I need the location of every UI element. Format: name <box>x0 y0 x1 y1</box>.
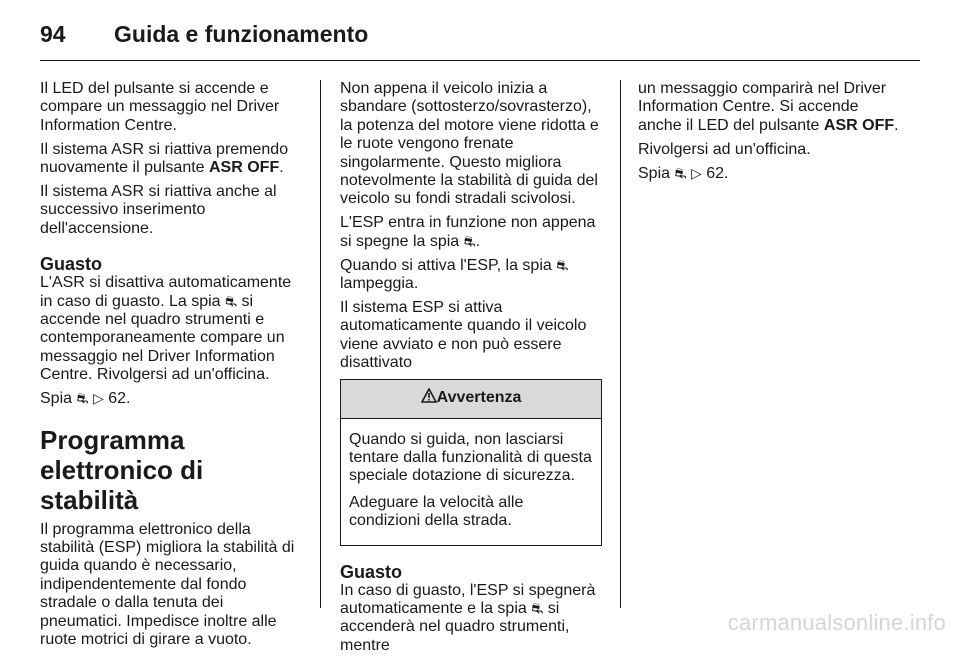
page-reference-arrow-icon: ▷ <box>691 165 702 182</box>
watermark: carmanualsonline.info <box>727 610 946 635</box>
warning-box-body <box>341 419 601 545</box>
paragraph <box>638 80 900 135</box>
text: si accende nel quadro strumenti e contemporaneamente compare un messaggio nel Driver Information Centre. Rivolgersi ad un'officina. <box>40 292 285 384</box>
warning-lamp-reference <box>638 165 900 183</box>
esp-warning-lamp-icon: ⛐ <box>76 391 89 408</box>
paragraph: Il sistema ASR si riattiva anche al successivo inserimento dell'accensione. <box>40 183 277 237</box>
paragraph: Il programma elettronico della stabilità (ESP) migliora la stabilità di guida quando è necessario, indipendentemente dal fondo stradale o dalla tenuta dei pneumatici. Impedisce inoltre alle ruote motrici di girare a vuoto. <box>40 520 295 649</box>
warning-title: Avvertenza <box>436 389 522 407</box>
paragraph <box>40 274 302 384</box>
esp-warning-lamp-icon: ⛐ <box>674 165 687 182</box>
header-rule <box>40 60 920 61</box>
text: un messaggio comparirà nel Driver Information Centre. Si accende anche il LED del pulsante <box>638 80 887 134</box>
asr-off-label: ASR OFF <box>823 116 895 134</box>
column-middle <box>340 80 602 661</box>
esp-warning-lamp-icon: ⛐ <box>556 257 569 274</box>
column-right <box>638 80 900 189</box>
paragraph: Il sistema ESP si attiva automaticamente quando il veicolo viene avviato e non può essere disattivato <box>340 298 587 372</box>
page-reference: 62. <box>103 390 131 408</box>
text: In caso di guasto, l'ESP si spegnerà automaticamente e la spia <box>340 581 596 618</box>
paragraph <box>340 257 602 294</box>
text: . <box>279 159 284 177</box>
esp-warning-lamp-icon: ⛐ <box>225 293 238 310</box>
section-heading-fault: Guasto <box>40 254 103 275</box>
esp-warning-lamp-icon: ⛐ <box>531 601 544 618</box>
page-title: Guida e funzionamento <box>114 20 369 47</box>
text: Spia <box>40 390 77 408</box>
paragraph <box>40 141 302 178</box>
warning-box-header <box>341 380 601 419</box>
paragraph: Adeguare la velocità alle condizioni della strada. <box>349 493 524 530</box>
asr-off-label: ASR OFF <box>209 159 280 177</box>
page-number: 94 <box>40 20 66 47</box>
text: Spia <box>638 164 675 182</box>
esp-warning-lamp-icon: ⛐ <box>463 233 476 250</box>
page-reference-arrow-icon: ▷ <box>93 391 104 408</box>
text: Quando si attiva l'ESP, la spia <box>340 256 557 274</box>
column-left <box>40 80 302 655</box>
column-divider <box>620 80 621 608</box>
text: lampeggia. <box>340 275 419 293</box>
paragraph: Quando si guida, non lasciarsi tentare dalla funzionalità di questa speciale dotazione di sicurezza. <box>349 430 592 485</box>
paragraph: Rivolgersi ad un'officina. <box>638 140 811 158</box>
text: . <box>475 232 481 250</box>
page-reference: 62. <box>701 164 729 182</box>
text: si accenderà nel quadro strumenti, mentre <box>340 600 570 654</box>
section-heading-fault: Guasto <box>340 561 403 582</box>
column-divider <box>320 80 321 608</box>
section-heading-esp: Programma elettronico di stabilità <box>40 424 204 515</box>
page-header <box>40 14 920 54</box>
paragraph <box>340 582 602 656</box>
text: . <box>894 116 899 134</box>
paragraph: Non appena il veicolo inizia a sbandare (sottosterzo/sovrasterzo), la potenza del motore viene ridotta e le ruote vengono frenate singolarmente. Questo migliora notevolmente la stabilità di guida del veicolo su fondi stradali scivolosi. <box>340 80 599 208</box>
text: L'ESP entra in funzione non appena si spegne la spia <box>340 214 596 250</box>
warning-triangle-icon <box>421 388 437 408</box>
text: L'ASR si disattiva automaticamente in caso di guasto. La spia <box>40 274 292 310</box>
paragraph: Il LED del pulsante si accende e compare un messaggio nel Driver Information Centre. <box>40 80 280 134</box>
paragraph <box>340 214 602 251</box>
text: Il sistema ASR si riattiva premendo nuovamente il pulsante <box>40 140 289 177</box>
warning-box <box>340 379 602 546</box>
warning-lamp-reference <box>40 390 302 408</box>
